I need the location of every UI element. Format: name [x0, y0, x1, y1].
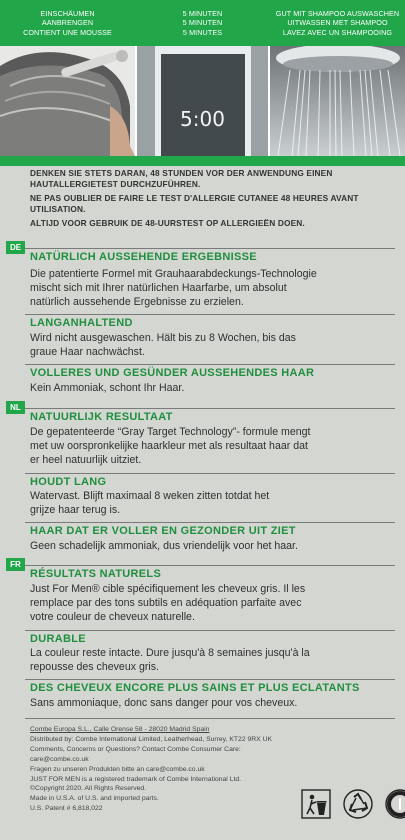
language-tab-nl: NL — [6, 401, 25, 414]
section-divider — [25, 679, 395, 680]
section-title: NATUURLIJK RESULTAAT — [30, 411, 173, 423]
warning-de: DENKEN SIE STETS DARAN, 48 STUNDEN VOR DER ANWENDUNG EINEN HAUTALLERGIETEST DURCHZUFÜHREN. — [30, 168, 333, 189]
section-body: De gepatenteerde “Gray Target Technology”- formule mengt met uw oorspronkelijke haarkleur met als resultaat haar dat er heel natuurlijk uitziet. — [30, 426, 311, 467]
section-divider — [25, 522, 395, 523]
language-tab-de: DE — [6, 241, 25, 254]
section-divider — [25, 473, 395, 474]
language-tab-fr: FR — [6, 558, 25, 571]
section-body: Just For Men® cible spécifiquement les cheveux gris. Il les remplace par des tons subtils en adéquation parfaite avec votre couleur de cheveux naturelle. — [30, 583, 306, 624]
patent-line: U.S. Patent # 6,818,022 — [30, 805, 103, 813]
distributor-line: Distributed by: Combe International Limited, Leatherhead, Surrey, KT22 9RX UK — [30, 735, 273, 743]
section-title: DES CHEVEUX ENCORE PLUS SAINS ET PLUS ECLATANTS — [30, 682, 360, 694]
section-divider — [25, 248, 395, 249]
contact-line: Comments, Concerns or Questions? Contact Combe Consumer Care: care@combe.co.uk — [30, 745, 241, 763]
section-title: HAAR DAT ER VOLLER EN GEZONDER UIT ZIET — [30, 525, 296, 537]
copyright-line: ©Copyright 2020. All Rights Reserved. — [30, 785, 147, 793]
timer-display: 5:00 — [180, 107, 225, 131]
section-body: Geen schadelijk ammoniak, dus vriendelijk voor het haar. — [30, 540, 298, 552]
timer-phone-photo — [135, 46, 270, 156]
section-body: Kein Ammoniak, schont Ihr Haar. — [30, 382, 185, 394]
section-body: Sans ammoniaque, donc sans danger pour vos cheveux. — [30, 697, 298, 709]
section-title: NATÜRLICH AUSSEHENDE ERGEBNISSE — [30, 251, 257, 263]
warning-nl: ALTIJD VOOR GEBRUIK DE 48-UURSTEST OP ALLERGIEËN DOEN. — [30, 218, 305, 228]
green-dot-icon — [384, 788, 405, 820]
step-3-label: GUT MIT SHAMPOO AUSWASCHEN UITWASSEN MET SHAMPOO LAVEZ AVEC UN SHAMPOOING — [275, 8, 400, 37]
step-1-label: EINSCHÄUMEN AANBRENGEN CONTIENT UNE MOUSSE — [23, 8, 112, 37]
tidyman-bin-icon — [300, 788, 332, 820]
origin-line: Made in U.S.A. of U.S. and imported parts. — [30, 795, 159, 803]
step-2-label: 5 MINUTEN 5 MINUTEN 5 MINUTES — [182, 8, 223, 37]
section-body: Die patentierte Formel mit Grauhaarabdeckungs-Technologie mischt sich mit Ihrer natürlichen Haarfarbe, um absolut natürlich aussehende Ergebnisse zu erzielen. — [30, 268, 317, 309]
section-title: HOUDT LANG — [30, 476, 107, 488]
step-photos — [0, 46, 405, 156]
section-divider — [25, 718, 395, 719]
contact-line-de: Fragen zu unseren Produkten bitte an care@combe.co.uk — [30, 765, 205, 773]
warning-fr: NE PAS OUBLIER DE FAIRE LE TEST D'ALLERGIE CUTANEE 48 HEURES AVANT UTILISATION. — [30, 193, 359, 214]
green-divider — [0, 156, 405, 166]
allergy-warnings — [30, 168, 390, 232]
recycling-icons — [300, 788, 405, 820]
section-divider — [25, 565, 395, 566]
section-title: RÉSULTATS NATURELS — [30, 568, 162, 580]
section-divider — [25, 630, 395, 631]
section-body: Watervast. Blijft maximaal 8 weken zitten totdat het grijze haar terug is. — [30, 490, 270, 517]
hair-application-photo — [0, 46, 135, 156]
section-title: VOLLERES UND GESÜNDER AUSSEHENDES HAAR — [30, 367, 315, 379]
legal-footer — [30, 725, 300, 814]
step-labels — [0, 0, 405, 46]
section-title: LANGANHALTEND — [30, 317, 133, 329]
section-title: DURABLE — [30, 633, 86, 645]
mobius-recycle-icon — [342, 788, 374, 820]
shower-photo — [270, 46, 405, 156]
section-divider — [25, 314, 395, 315]
trademark-line: JUST FOR MEN is a registered trademark of Combe International Ltd. — [30, 775, 242, 783]
section-divider — [25, 364, 395, 365]
section-divider — [25, 408, 395, 409]
manufacturer-address: Combe Europa S.L., Calle Orense 58 - 28020 Madrid Spain — [30, 726, 210, 733]
section-body: La couleur reste intacte. Dure jusqu'à 8 semaines jusqu'à la repousse des cheveux gris. — [30, 647, 310, 674]
section-body: Wird nicht ausgewaschen. Hält bis zu 8 Wochen, bis das graue Haar nachwächst. — [30, 332, 296, 359]
